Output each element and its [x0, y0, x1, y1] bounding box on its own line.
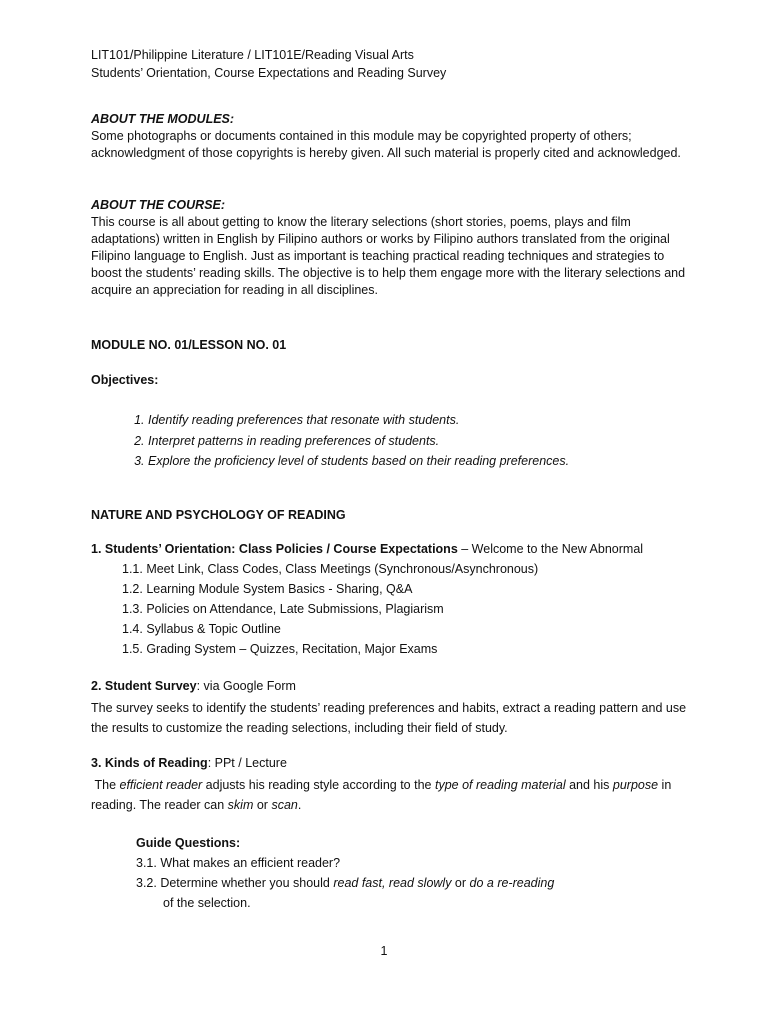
module-title: MODULE NO. 01/LESSON NO. 01 — [91, 338, 287, 352]
section-2-title — [91, 678, 691, 695]
section-2-title-bold: 2. Student Survey — [91, 679, 197, 693]
text-run: . — [297, 798, 302, 812]
text-run: or — [451, 876, 470, 890]
text-run: purpose — [612, 778, 659, 792]
objective-item: 2. Interpret patterns in reading preferences of students. — [148, 433, 708, 454]
text-run: and his — [565, 778, 613, 792]
text-run: scan — [271, 798, 298, 812]
text-run: type of reading material — [434, 778, 566, 792]
text-run: read fast, read slowly — [333, 876, 452, 890]
text-run: in reading. The reader can — [91, 778, 675, 812]
section-1-title-rest: – Welcome to the New Abnormal — [457, 542, 644, 556]
section-3-title-rest: : PPt / Lecture — [207, 756, 287, 770]
section-2-title-rest: : via Google Form — [196, 679, 296, 693]
section-3-title-bold: 3. Kinds of Reading — [91, 756, 208, 770]
objective-item: 3. Explore the proficiency level of students based on their reading preferences. — [148, 453, 708, 474]
section-1-title — [91, 541, 691, 558]
header-line-1: LIT101/Philippine Literature / LIT101E/Reading Visual Arts — [91, 48, 414, 62]
section-1-title-bold: 1. Students’ Orientation: Class Policies / Course Expectations — [91, 542, 458, 556]
guide-question-2 — [136, 875, 736, 892]
section-1-item: 1.1. Meet Link, Class Codes, Class Meetings (Synchronous/Asynchronous) — [122, 562, 539, 576]
objectives-heading: Objectives: — [91, 373, 159, 387]
about-course-heading: ABOUT THE COURSE: — [91, 198, 226, 212]
text-run: skim — [227, 798, 254, 812]
objectives-list — [91, 412, 708, 474]
guide-question-2-continued: of the selection. — [163, 896, 251, 910]
about-modules-text: Some photographs or documents contained in this module may be copyrighted property of others; acknowledgment of those copyrights is hereby given. All such material is properly cited and acknowledged. — [91, 129, 681, 160]
section-3-title — [91, 755, 691, 772]
text-run: or — [253, 798, 272, 812]
page-number: 1 — [380, 944, 388, 958]
section-1-item: 1.5. Grading System – Quizzes, Recitation, Major Exams — [122, 642, 438, 656]
text-run: do a re-reading — [469, 876, 555, 890]
section-2-text: The survey seeks to identify the students’ reading preferences and habits, extract a reading pattern and use the results to customize the reading selections, including their field of study. — [91, 701, 687, 735]
text-run: efficient reader — [119, 778, 203, 792]
about-course-text: This course is all about getting to know the literary selections (short stories, poems, plays and film adaptations) written in English by Filipino authors or works by Filipino authors translated from the original Filipino language to English. Just as important is teaching practical reading techniques and strategies to boost the students’ reading skills. The objective is to help them engage more with the literary selections and acquire an appreciation for reading in all disciplines. — [91, 215, 686, 297]
guide-questions-heading: Guide Questions: — [136, 836, 241, 850]
text-run: The — [91, 778, 120, 792]
text-run: adjusts his reading style according to the — [202, 778, 435, 792]
section-1-item: 1.3. Policies on Attendance, Late Submissions, Plagiarism — [122, 602, 444, 616]
guide-question-1: 3.1. What makes an efficient reader? — [136, 856, 341, 870]
section-3-paragraph — [91, 775, 691, 815]
section-1-item: 1.4. Syllabus & Topic Outline — [122, 622, 281, 636]
nature-heading: NATURE AND PSYCHOLOGY OF READING — [91, 508, 346, 522]
about-modules-heading: ABOUT THE MODULES: — [91, 112, 235, 126]
header-line-2: Students’ Orientation, Course Expectations and Reading Survey — [91, 66, 447, 80]
section-1-item: 1.2. Learning Module System Basics - Sharing, Q&A — [122, 582, 413, 596]
objective-item: 1. Identify reading preferences that resonate with students. — [148, 412, 708, 433]
text-run: 3.2. Determine whether you should — [136, 876, 334, 890]
